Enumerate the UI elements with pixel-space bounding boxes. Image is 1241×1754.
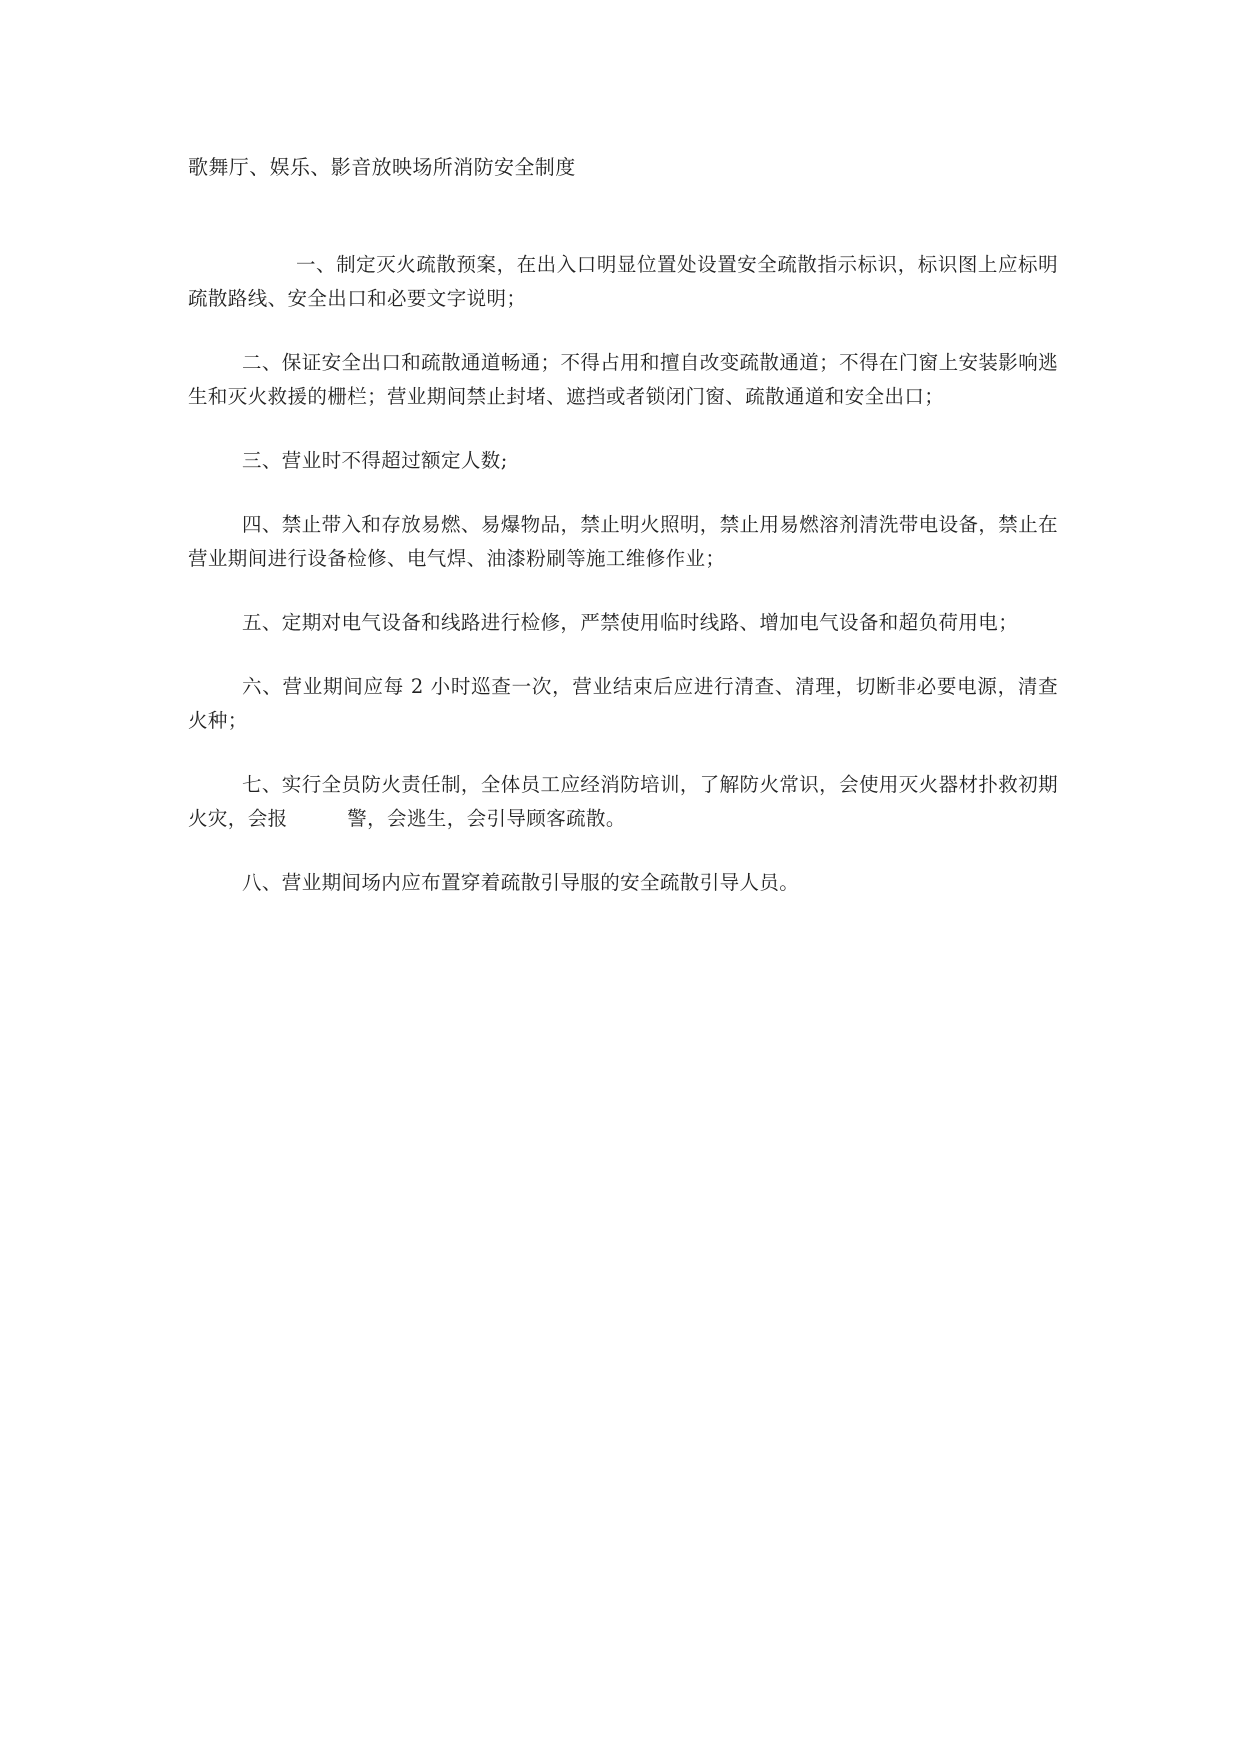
paragraph-6: 六、营业期间应每 2 小时巡查一次，营业结束后应进行清查、清理，切断非必要电源，清查火种； — [188, 675, 1058, 732]
document-title: 歌舞厅、娱乐、影音放映场所消防安全制度 — [188, 155, 576, 179]
paragraph-2: 二、保证安全出口和疏散通道畅通；不得占用和擅自改变疏散通道；不得在门窗上安装影响逃生和灭火救援的栅栏；营业期间禁止封堵、遮挡或者锁闭门窗、疏散通道和安全出口； — [188, 351, 1058, 408]
paragraph-1: 一、制定灭火疏散预案，在出入口明显位置处设置安全疏散指示标识，标识图上应标明疏散路线、安全出口和必要文字说明； — [188, 253, 1058, 310]
paragraph-4: 四、禁止带入和存放易燃、易爆物品，禁止明火照明，禁止用易燃溶剂清洗带电设备，禁止在营业期间进行设备检修、电气焊、油漆粉刷等施工维修作业； — [188, 513, 1058, 570]
paragraph-7: 七、实行全员防火责任制，全体员工应经消防培训，了解防火常识，会使用灭火器材扑救初期火灾，会报 警，会逃生，会引导顾客疏散。 — [188, 773, 1058, 830]
document-body — [188, 150, 1058, 930]
paragraph-8: 八、营业期间场内应布置穿着疏散引导服的安全疏散引导人员。 — [242, 871, 800, 894]
paragraph-3: 三、营业时不得超过额定人数; — [242, 449, 508, 472]
paragraph-5: 五、定期对电气设备和线路进行检修，严禁使用临时线路、增加电气设备和超负荷用电； — [242, 611, 1019, 634]
